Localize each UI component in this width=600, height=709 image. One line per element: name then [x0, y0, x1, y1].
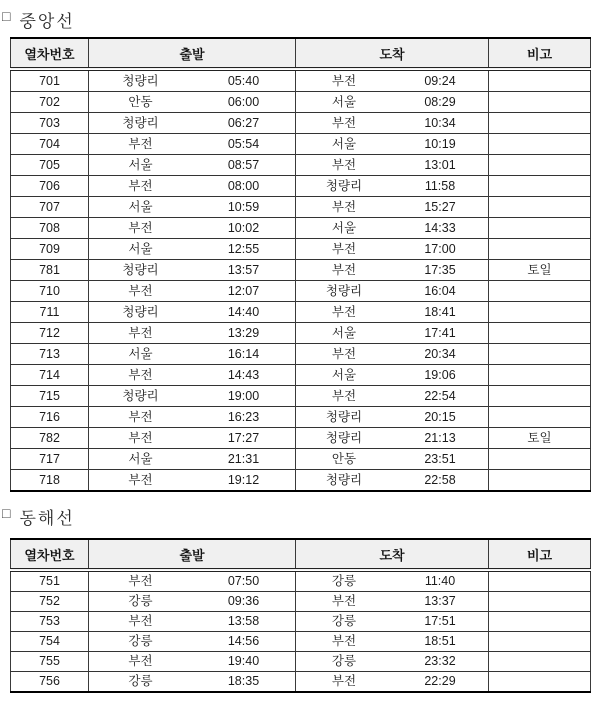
note-cell	[489, 323, 591, 344]
table-row	[11, 176, 591, 197]
table-row	[11, 197, 591, 218]
departure-time: 19:40	[227, 654, 260, 668]
table-row	[11, 92, 591, 113]
note-cell	[489, 113, 591, 134]
departure-time: 06:00	[227, 95, 260, 109]
arrival-time: 11:58	[424, 179, 456, 193]
arrival-cell	[296, 323, 489, 344]
column-header-note: 비고	[489, 38, 591, 69]
departure-station: 서울	[128, 452, 153, 466]
departure-time: 19:12	[227, 473, 260, 487]
train-number: 713	[11, 344, 89, 365]
note-cell: 토일	[489, 428, 591, 449]
departure-cell	[89, 281, 296, 302]
column-header-train-number: 열차번호	[11, 539, 89, 570]
departure-cell	[89, 218, 296, 239]
departure-cell	[89, 344, 296, 365]
train-number: 718	[11, 470, 89, 492]
arrival-station: 청량리	[325, 410, 363, 424]
table-row	[11, 570, 591, 592]
departure-cell	[89, 386, 296, 407]
section-title-jungang	[2, 0, 600, 30]
departure-time: 18:35	[227, 674, 260, 688]
arrival-cell	[296, 672, 489, 693]
departure-time: 16:14	[227, 347, 260, 361]
arrival-cell	[296, 176, 489, 197]
arrival-cell	[296, 386, 489, 407]
arrival-cell	[296, 302, 489, 323]
train-number: 709	[11, 239, 89, 260]
note-cell	[489, 218, 591, 239]
arrival-cell	[296, 69, 489, 92]
departure-time: 10:59	[227, 200, 260, 214]
arrival-time: 22:29	[424, 674, 456, 688]
departure-cell	[89, 428, 296, 449]
note-cell	[489, 592, 591, 612]
arrival-time: 21:13	[424, 431, 456, 445]
departure-station: 부전	[128, 179, 153, 193]
departure-station: 부전	[128, 284, 153, 298]
departure-station: 청량리	[122, 116, 159, 130]
train-number: 710	[11, 281, 89, 302]
train-number: 754	[11, 632, 89, 652]
departure-station: 서울	[128, 158, 153, 172]
table-row	[11, 323, 591, 344]
table-row	[11, 449, 591, 470]
arrival-time: 13:01	[424, 158, 456, 172]
departure-cell	[89, 592, 296, 612]
arrival-time: 19:06	[424, 368, 456, 382]
note-cell	[489, 281, 591, 302]
departure-time: 09:36	[227, 594, 260, 608]
arrival-time: 11:40	[424, 574, 456, 588]
train-number: 702	[11, 92, 89, 113]
arrival-station: 서울	[331, 368, 357, 382]
departure-station: 청량리	[122, 305, 159, 319]
table-row	[11, 218, 591, 239]
arrival-station: 부전	[331, 242, 357, 256]
note-cell	[489, 365, 591, 386]
departure-station: 부전	[128, 410, 153, 424]
arrival-time: 18:51	[424, 634, 456, 648]
train-number: 703	[11, 113, 89, 134]
departure-station: 부전	[128, 431, 153, 445]
arrival-time: 17:00	[424, 242, 456, 256]
arrival-time: 23:51	[424, 452, 456, 466]
arrival-cell	[296, 218, 489, 239]
column-header-arrival: 도착	[296, 539, 489, 570]
departure-station: 부전	[128, 326, 153, 340]
arrival-cell	[296, 113, 489, 134]
departure-cell	[89, 155, 296, 176]
departure-cell	[89, 92, 296, 113]
departure-time: 05:40	[227, 74, 260, 88]
arrival-cell	[296, 632, 489, 652]
table-row	[11, 592, 591, 612]
note-cell	[489, 386, 591, 407]
train-number: 781	[11, 260, 89, 281]
departure-cell	[89, 632, 296, 652]
table-row	[11, 344, 591, 365]
departure-cell	[89, 652, 296, 672]
table-row	[11, 612, 591, 632]
section-title-donghae	[2, 505, 600, 527]
departure-time: 05:54	[227, 137, 260, 151]
departure-station: 서울	[128, 200, 153, 214]
train-number: 706	[11, 176, 89, 197]
table-row	[11, 155, 591, 176]
note-cell	[489, 470, 591, 492]
arrival-time: 22:58	[424, 473, 456, 487]
train-number: 705	[11, 155, 89, 176]
departure-station: 부전	[128, 137, 153, 151]
arrival-station: 부전	[331, 116, 357, 130]
arrival-time: 10:34	[424, 116, 456, 130]
table-row	[11, 134, 591, 155]
departure-cell	[89, 113, 296, 134]
arrival-station: 부전	[331, 305, 357, 319]
departure-cell	[89, 134, 296, 155]
arrival-cell	[296, 239, 489, 260]
departure-station: 부전	[128, 654, 153, 668]
arrival-time: 08:29	[424, 95, 456, 109]
arrival-station: 강릉	[331, 654, 357, 668]
departure-time: 06:27	[227, 116, 260, 130]
arrival-station: 안동	[331, 452, 357, 466]
table-row	[11, 407, 591, 428]
table-row	[11, 260, 591, 281]
arrival-cell	[296, 197, 489, 218]
departure-station: 안동	[128, 95, 153, 109]
note-cell	[489, 652, 591, 672]
train-number: 708	[11, 218, 89, 239]
arrival-cell	[296, 92, 489, 113]
note-cell	[489, 92, 591, 113]
train-number: 711	[11, 302, 89, 323]
departure-cell	[89, 323, 296, 344]
note-cell	[489, 632, 591, 652]
note-cell	[489, 197, 591, 218]
departure-time: 21:31	[227, 452, 260, 466]
departure-time: 13:58	[227, 614, 260, 628]
arrival-time: 15:27	[424, 200, 456, 214]
column-header-arrival: 도착	[296, 38, 489, 69]
table-row	[11, 652, 591, 672]
departure-time: 14:43	[227, 368, 260, 382]
train-number: 707	[11, 197, 89, 218]
arrival-time: 14:33	[424, 221, 456, 235]
arrival-station: 강릉	[331, 614, 357, 628]
arrival-station: 부전	[331, 158, 357, 172]
arrival-time: 17:41	[424, 326, 456, 340]
note-cell	[489, 570, 591, 592]
arrival-station: 부전	[331, 674, 357, 688]
departure-time: 08:00	[227, 179, 260, 193]
departure-station: 부전	[128, 614, 153, 628]
arrival-time: 17:51	[424, 614, 456, 628]
header-row	[11, 539, 591, 570]
departure-cell	[89, 260, 296, 281]
arrival-station: 청량리	[325, 431, 363, 445]
departure-station: 청량리	[122, 389, 159, 403]
jungang-timetable	[10, 37, 591, 492]
departure-cell	[89, 176, 296, 197]
train-number: 714	[11, 365, 89, 386]
train-number: 712	[11, 323, 89, 344]
note-cell	[489, 672, 591, 693]
departure-station: 부전	[128, 473, 153, 487]
departure-time: 07:50	[227, 574, 260, 588]
column-header-train-number: 열차번호	[11, 38, 89, 69]
departure-station: 서울	[128, 242, 153, 256]
arrival-station: 부전	[331, 74, 357, 88]
departure-station: 서울	[128, 347, 153, 361]
table-row	[11, 365, 591, 386]
arrival-cell	[296, 612, 489, 632]
arrival-cell	[296, 592, 489, 612]
donghae-timetable	[10, 538, 591, 693]
arrival-time: 09:24	[424, 74, 456, 88]
departure-time: 19:00	[227, 389, 260, 403]
arrival-cell	[296, 281, 489, 302]
note-cell	[489, 134, 591, 155]
departure-cell	[89, 302, 296, 323]
table-row	[11, 428, 591, 449]
square-bullet-icon: □	[2, 10, 11, 25]
table-row	[11, 113, 591, 134]
departure-time: 17:27	[227, 431, 260, 445]
table-row	[11, 386, 591, 407]
section-donghae-line	[0, 505, 600, 693]
arrival-time: 13:37	[424, 594, 456, 608]
note-cell	[489, 69, 591, 92]
departure-time: 16:23	[227, 410, 260, 424]
departure-time: 13:57	[227, 263, 260, 277]
arrival-station: 청량리	[325, 473, 363, 487]
arrival-cell	[296, 155, 489, 176]
arrival-station: 부전	[331, 263, 357, 277]
arrival-station: 서울	[331, 221, 357, 235]
arrival-time: 18:41	[424, 305, 456, 319]
departure-time: 12:07	[227, 284, 260, 298]
arrival-cell	[296, 134, 489, 155]
note-cell	[489, 612, 591, 632]
train-number: 716	[11, 407, 89, 428]
arrival-station: 청량리	[325, 179, 363, 193]
departure-time: 08:57	[227, 158, 260, 172]
arrival-time: 20:15	[424, 410, 456, 424]
line-name-donghae: 동해선	[19, 508, 75, 528]
train-number: 704	[11, 134, 89, 155]
train-number: 753	[11, 612, 89, 632]
departure-station: 부전	[128, 221, 153, 235]
arrival-time: 17:35	[424, 263, 456, 277]
arrival-cell	[296, 449, 489, 470]
arrival-cell	[296, 407, 489, 428]
arrival-cell	[296, 428, 489, 449]
arrival-station: 부전	[331, 200, 357, 214]
note-cell	[489, 407, 591, 428]
departure-cell	[89, 407, 296, 428]
arrival-time: 23:32	[424, 654, 456, 668]
arrival-cell	[296, 260, 489, 281]
note-cell	[489, 344, 591, 365]
table-row	[11, 239, 591, 260]
arrival-station: 부전	[331, 594, 357, 608]
arrival-time: 16:04	[424, 284, 456, 298]
note-cell	[489, 155, 591, 176]
train-number: 715	[11, 386, 89, 407]
table-row	[11, 672, 591, 693]
arrival-cell	[296, 570, 489, 592]
square-bullet-icon: □	[2, 507, 11, 522]
column-header-departure: 출발	[89, 38, 296, 69]
departure-station: 강릉	[128, 674, 153, 688]
note-cell: 토일	[489, 260, 591, 281]
arrival-station: 부전	[331, 634, 357, 648]
train-number: 756	[11, 672, 89, 693]
departure-cell	[89, 69, 296, 92]
column-header-departure: 출발	[89, 539, 296, 570]
departure-cell	[89, 197, 296, 218]
arrival-cell	[296, 470, 489, 492]
arrival-cell	[296, 344, 489, 365]
departure-time: 14:40	[227, 305, 260, 319]
note-cell	[489, 302, 591, 323]
departure-cell	[89, 570, 296, 592]
arrival-station: 서울	[331, 326, 357, 340]
arrival-station: 서울	[331, 95, 357, 109]
train-number: 752	[11, 592, 89, 612]
arrival-cell	[296, 652, 489, 672]
departure-station: 청량리	[122, 263, 159, 277]
header-row	[11, 38, 591, 69]
departure-cell	[89, 612, 296, 632]
arrival-time: 22:54	[424, 389, 456, 403]
arrival-station: 청량리	[325, 284, 363, 298]
departure-cell	[89, 239, 296, 260]
table-row	[11, 470, 591, 492]
departure-cell	[89, 672, 296, 693]
table-row	[11, 69, 591, 92]
arrival-station: 부전	[331, 347, 357, 361]
departure-station: 강릉	[128, 594, 153, 608]
train-number: 782	[11, 428, 89, 449]
train-number: 701	[39, 74, 60, 88]
train-number: 751	[39, 574, 60, 588]
departure-time: 14:56	[227, 634, 260, 648]
departure-time: 13:29	[227, 326, 260, 340]
note-cell	[489, 176, 591, 197]
note-cell	[489, 239, 591, 260]
departure-station: 부전	[128, 368, 153, 382]
departure-cell	[89, 449, 296, 470]
train-number: 755	[11, 652, 89, 672]
table-row	[11, 302, 591, 323]
arrival-time: 20:34	[424, 347, 456, 361]
line-name-jungang: 중앙선	[19, 11, 75, 31]
arrival-station: 서울	[331, 137, 357, 151]
table-row	[11, 281, 591, 302]
table-row	[11, 632, 591, 652]
departure-cell	[89, 470, 296, 492]
departure-time: 10:02	[227, 221, 260, 235]
departure-station: 강릉	[128, 634, 153, 648]
departure-station: 부전	[128, 574, 153, 588]
departure-station: 청량리	[122, 74, 159, 88]
arrival-station: 강릉	[331, 574, 357, 588]
arrival-cell	[296, 365, 489, 386]
column-header-note: 비고	[489, 539, 591, 570]
arrival-station: 부전	[331, 389, 357, 403]
departure-time: 12:55	[227, 242, 260, 256]
train-number: 717	[11, 449, 89, 470]
departure-cell	[89, 365, 296, 386]
arrival-time: 10:19	[424, 137, 456, 151]
note-cell	[489, 449, 591, 470]
